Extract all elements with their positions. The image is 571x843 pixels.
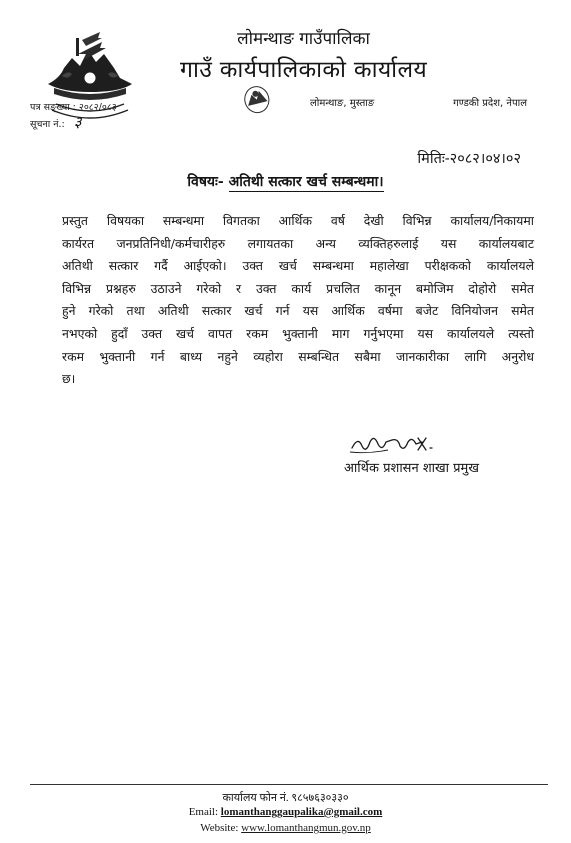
footer-phone-number: ९८५७६३०३३० xyxy=(291,792,349,804)
body-line: हुने गरेको तथा अतिथी सत्कार खर्च गर्न यस आर्थिक वर्षमा बजेट विनियोजन समेत xyxy=(62,303,534,319)
letter-number-label: पत्र सङ्ख्या : xyxy=(30,102,76,113)
subject-line xyxy=(0,172,571,191)
reference-block xyxy=(30,100,117,132)
handwritten-signature xyxy=(348,430,438,458)
footer-email-label: Email: xyxy=(188,806,219,818)
province-address: गण्डकी प्रदेश, नेपाल xyxy=(453,98,527,109)
footer-website-link[interactable]: www.lomanthangmun.gov.np xyxy=(241,822,371,834)
body-line: कार्यरत जनप्रतिनिधी/कर्मचारीहरु लगायतका अन्य व्यक्तिहरुलाई यस कार्यालयबाट xyxy=(62,235,534,251)
body-line: नभएको हुदाँ उक्त खर्च वापत रकम भुक्तानी माग गर्नुभएमा यस कार्यालयले त्यस्तो xyxy=(62,325,534,341)
body-line: विभिन्न प्रश्नहरु उठाउने गरेको र उक्त कार्य प्रचलित कानून बमोजिम दोहोरो समेत xyxy=(62,280,534,296)
dispatch-number-label: सूचना नं.: xyxy=(30,119,65,130)
office-name: गाउँ कार्यपालिकाको कार्यालय xyxy=(180,57,427,83)
footer-website-label: Website: xyxy=(200,822,239,834)
footer-website xyxy=(0,822,571,834)
body-line: अतिथी सत्कार गर्दै आईएको। उक्त खर्च सम्बन्धमा महालेखा परीक्षकको कार्यालयले xyxy=(62,258,534,274)
body-line: छ। xyxy=(62,371,76,387)
footer-divider xyxy=(30,784,548,785)
dispatch-number xyxy=(30,115,117,132)
footer-phone xyxy=(0,790,571,805)
dispatch-number-value: ३ xyxy=(73,113,82,131)
office-address: लोमन्थाङ, मुस्ताङ xyxy=(310,98,375,109)
letter-body xyxy=(62,210,534,391)
subject-label: विषयः- xyxy=(187,174,224,190)
body-line: रकम भुक्तानी गर्न बाध्य नहुने व्यहोरा सम्बन्धित सबैमा जानकारीका लागि अनुरोध xyxy=(62,348,534,364)
body-line: प्रस्तुत विषयका सम्बन्धमा विगतका आर्थिक वर्ष देखी विभिन्न कार्यालय/निकायमा xyxy=(62,213,534,228)
official-stamp xyxy=(218,72,316,184)
letter-number-value: २०८२/०८३ xyxy=(78,102,117,113)
letter-date: मितिः-२०८२।०४।०२ xyxy=(417,151,521,167)
footer-phone-label: कार्यालय फोन नं. xyxy=(222,792,289,804)
signatory-title: आर्थिक प्रशासन शाखा प्रमुख xyxy=(344,461,479,476)
footer-email-link[interactable]: lomanthanggaupalika@gmail.com xyxy=(220,806,383,818)
footer-email xyxy=(0,806,571,818)
municipality-name: लोमन्थाङ गाउँपालिका xyxy=(237,29,370,49)
subject-text: अतिथी सत्कार खर्च सम्बन्धमा। xyxy=(228,174,384,190)
